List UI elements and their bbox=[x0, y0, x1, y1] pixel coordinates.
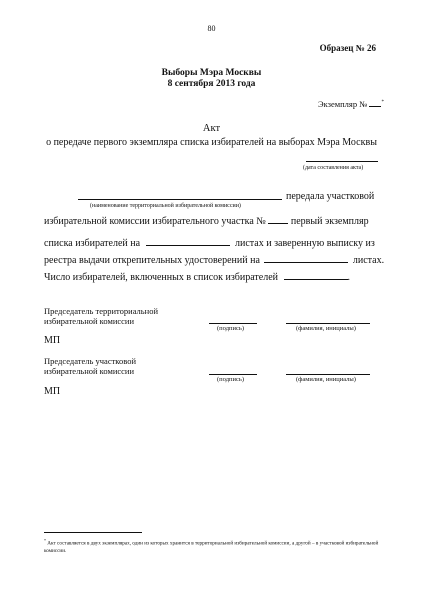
territorial-name-caption: (фамилия, инициалы) bbox=[296, 325, 356, 332]
body-line5 bbox=[44, 269, 350, 283]
footnote bbox=[44, 537, 379, 555]
footnote-marker: * bbox=[44, 538, 46, 543]
precinct-stamp-label: МП bbox=[44, 386, 61, 397]
commission-name-blank bbox=[78, 199, 240, 200]
date-blank-line bbox=[306, 160, 378, 162]
body-line3 bbox=[44, 235, 375, 249]
page-number: 80 bbox=[207, 24, 216, 33]
body-line5-a: Число избирателей, включенных в список избирателей bbox=[44, 272, 279, 283]
territorial-stamp-label: МП bbox=[44, 335, 61, 346]
copy-number-blank bbox=[369, 98, 381, 107]
election-title: Выборы Мэра Москвы bbox=[161, 68, 262, 78]
body-line4-b: листах. bbox=[352, 255, 385, 266]
act-subtitle: о передаче первого экземпляра списка избирателей на выборах Мэра Москвы bbox=[46, 137, 377, 148]
precinct-signature-line bbox=[209, 373, 257, 375]
body-line4-a: реестра выдачи открепительных удостоверений на bbox=[44, 255, 260, 266]
body-line3-a: списка избирателей на bbox=[44, 238, 141, 249]
territorial-chair-label: Председатель территориальной избирательной комиссии bbox=[44, 306, 159, 326]
precinct-name-caption: (фамилия, инициалы) bbox=[296, 376, 356, 383]
certificates-sheets-blank bbox=[264, 252, 348, 263]
commission-name-blank-ext bbox=[240, 199, 282, 200]
commission-name-caption: (наименование территориальной избирательной комиссии) bbox=[90, 203, 241, 209]
body-line2-a: избирательной комиссии избирательного участка № bbox=[44, 216, 266, 227]
copy-number-field bbox=[318, 98, 384, 109]
body-line1-end: передала участковой bbox=[286, 191, 375, 202]
footnote-rule bbox=[44, 531, 142, 533]
territorial-signature-caption: (подпись) bbox=[217, 325, 244, 332]
footnote-mark: * bbox=[381, 100, 384, 106]
copy-number-label: Экземпляр № bbox=[318, 99, 368, 109]
voters-count-blank bbox=[284, 269, 348, 280]
precinct-name-line bbox=[286, 373, 370, 375]
body-line2 bbox=[44, 213, 369, 227]
act-title: Акт bbox=[202, 123, 221, 134]
precinct-number-blank bbox=[268, 213, 288, 224]
sheets-count-blank bbox=[146, 235, 230, 246]
footnote-text: Акт составляется в двух экземплярах, один из которых хранится в территориальной избирательной комиссии, а другой – в участковой избирательной комиссии. bbox=[44, 540, 379, 554]
precinct-chair-label: Председатель участковой избирательной комиссии bbox=[44, 356, 137, 376]
body-line4 bbox=[44, 252, 384, 266]
election-date: 8 сентября 2013 года bbox=[167, 79, 256, 89]
precinct-signature-caption: (подпись) bbox=[217, 376, 244, 383]
body-line2-b: первый экземпляр bbox=[290, 216, 369, 227]
body-line5-b: . bbox=[347, 272, 351, 283]
sample-number: Образец № 26 bbox=[319, 43, 376, 53]
date-caption: (дата составления акта) bbox=[303, 165, 364, 171]
election-header bbox=[0, 68, 423, 90]
territorial-signature-line bbox=[209, 322, 257, 324]
body-line3-b: листах и заверенную выписку из bbox=[235, 238, 375, 249]
territorial-name-line bbox=[286, 322, 370, 324]
